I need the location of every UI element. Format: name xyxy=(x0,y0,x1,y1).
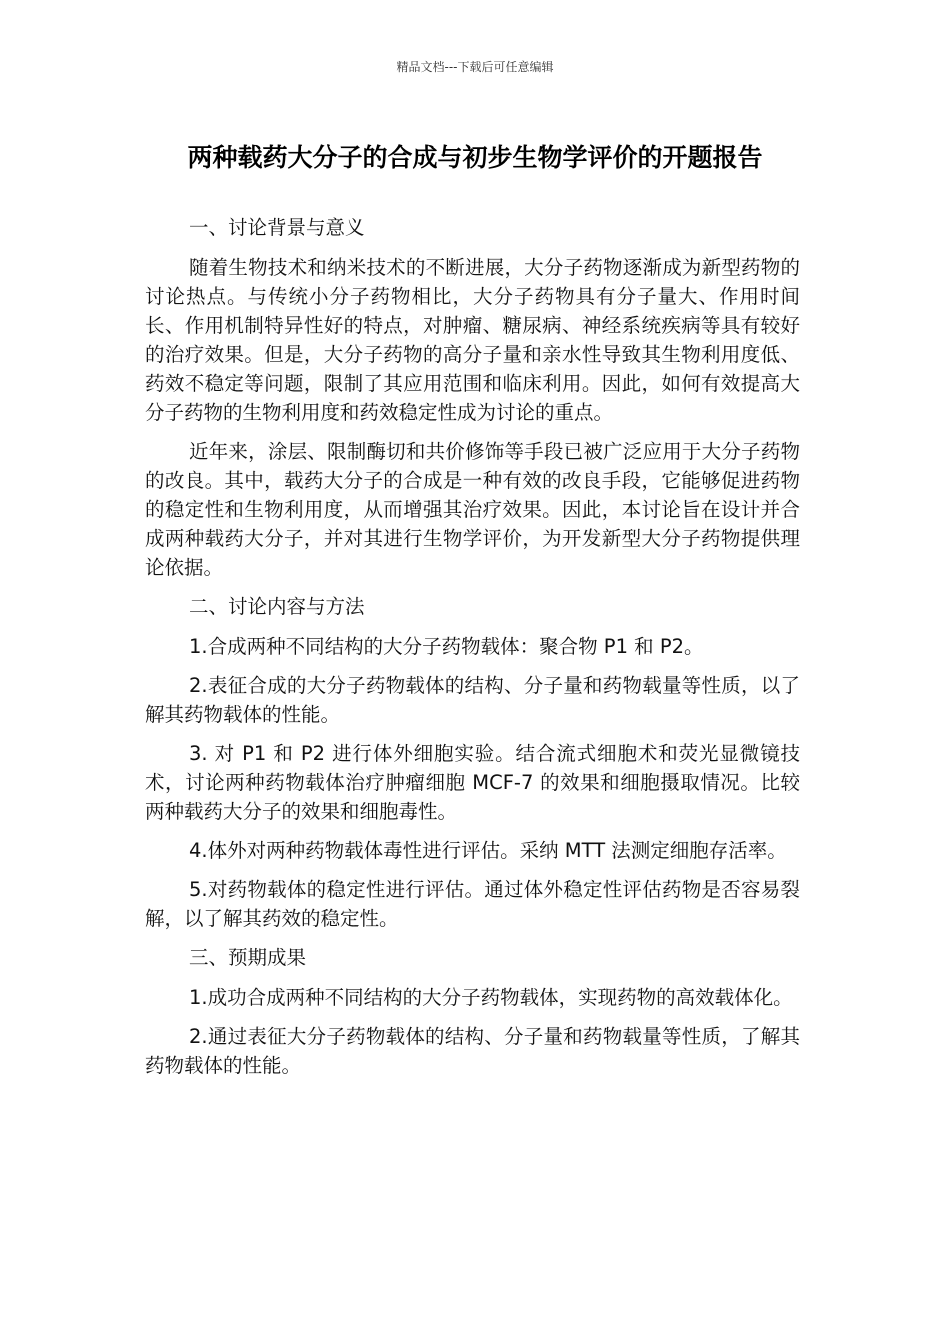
section-heading-outcomes: 三、预期成果 xyxy=(189,946,307,969)
method-item-2: 2.表征合成的大分子药物载体的结构、分子量和药物载量等性质，以了解其药物载体的性能。 xyxy=(145,674,800,726)
paragraph-background-1: 随着生物技术和纳米技术的不断进展，大分子药物逐渐成为新型药物的讨论热点。与传统小分子药物相比，大分子药物具有分子量大、作用时间长、作用机制特异性好的特点，对肿瘤、糖尿病、神经系统疾病等具有较好的治疗效果。但是，大分子药物的高分子量和亲水性导致其生物利用度低、药效不稳定等问题，限制了其应用范围和临床利用。因此，如何有效提高大分子药物的生物利用度和药效稳定性成为讨论的重点。 xyxy=(145,256,800,424)
method-item-5: 5.对药物载体的稳定性进行评估。通过体外稳定性评估药物是否容易裂解，以了解其药效的稳定性。 xyxy=(145,878,800,930)
method-item-3: 3. 对 P1 和 P2 进行体外细胞实验。结合流式细胞术和荧光显微镜技术，讨论两种药物载体治疗肿瘤细胞 MCF-7 的效果和细胞摄取情况。比较两种载药大分子的效果和细胞毒性。 xyxy=(145,742,800,823)
document-title: 两种载药大分子的合成与初步生物学评价的开题报告 xyxy=(187,143,763,172)
method-item-4: 4.体外对两种药物载体毒性进行评估。采纳 MTT 法测定细胞存活率。 xyxy=(189,839,787,862)
outcome-item-2: 2.通过表征大分子药物载体的结构、分子量和药物载量等性质，了解其药物载体的性能。 xyxy=(145,1025,800,1077)
outcome-item-1: 1.成功合成两种不同结构的大分子药物载体，实现药物的高效载体化。 xyxy=(189,986,793,1009)
document-body xyxy=(145,213,800,1090)
paragraph-background-2: 近年来，涂层、限制酶切和共价修饰等手段已被广泛应用于大分子药物的改良。其中，载药大分子的合成是一种有效的改良手段，它能够促进药物的稳定性和生物利用度，从而增强其治疗效果。因此，本讨论旨在设计并合成两种载药大分子，并对其进行生物学评价，为开发新型大分子药物提供理论依据。 xyxy=(145,440,800,579)
section-heading-methods: 二、讨论内容与方法 xyxy=(189,595,365,618)
section-heading-background: 一、讨论背景与意义 xyxy=(189,216,365,239)
method-item-1: 1.合成两种不同结构的大分子药物载体：聚合物 P1 和 P2。 xyxy=(189,635,704,658)
page-header-note: 精品文档---下载后可任意编辑 xyxy=(396,60,554,74)
